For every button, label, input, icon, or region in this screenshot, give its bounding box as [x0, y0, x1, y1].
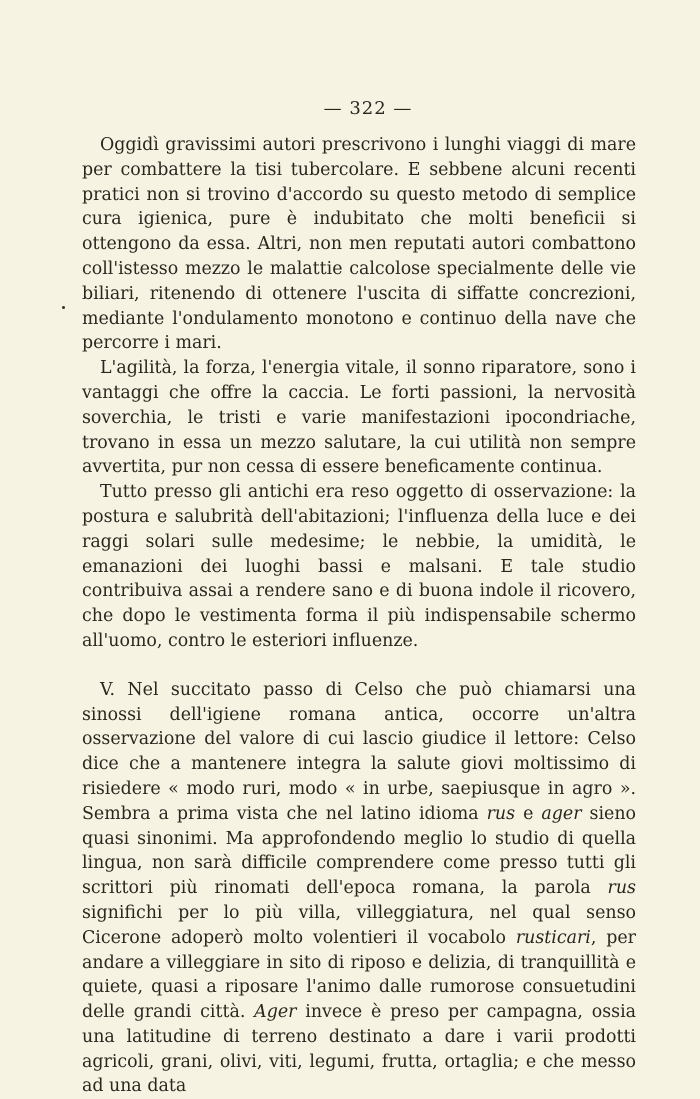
latin-word-rusticari: rusticari: [515, 927, 591, 948]
paragraph-text: e: [515, 803, 542, 824]
stray-ink-mark: [62, 306, 65, 309]
paragraph-text: significhi per lo più villa, villeggiatura, nel qual senso Cicerone adoperò molto volentieri il vocabolo: [82, 902, 636, 948]
paragraph-text: invece è preso per campagna, ossia una latitudine di terreno destinato a dare i varii prodotti agricoli, grani, olivi, viti, legumi, frutta, ortaglia; e che messo ad una data: [82, 1002, 636, 1097]
paragraph-text: V. Nel succitato passo di Celso che può chiamarsi una sinossi dell'igiene romana antica, occorre un'altra osservazione del valore di cui lascio giudice il lettore: Celso dice che a mantenere integra la salute giovi moltissimo di risiedere « modo ruri, modo « in urbe, saepiusque in agro ». Sembra a prima vista che nel latino idioma: [82, 679, 636, 824]
paragraph-text: sieno quasi sinonimi. Ma approfondendo meglio lo studio di quella lingua, non sarà difficile comprendere come presso tutti gli scrittori più rinomati dell'epoca romana, la parola: [82, 803, 636, 899]
paragraph-dwellings: [82, 480, 636, 654]
paragraph-sea-voyages: [82, 133, 636, 356]
page-number: — 322 —: [323, 98, 413, 119]
paragraph-text: , per andare a villeggiare in sito di riposo e delizia, di tranquillità e quiete, quasi a riposare l'animo dalle rumorose consuetudini delle grandi città.: [82, 927, 636, 1023]
latin-word-ager: Ager: [254, 1002, 297, 1023]
paragraph-text: Tutto presso gli antichi era reso oggetto di osservazione: la postura e salubrità dell'abitazioni; l'influenza della luce e dei raggi solari sulle medesime; le nebbie, la umidità, le emanazioni dei luoghi bassi e malsani. E tale studio contribuiva assai a rendere sano e di buona indole il ricovero, che dopo le vestimenta forma il più indispensabile schermo all'uomo, contro le esteriori influenze.: [82, 482, 636, 651]
latin-word-rus: rus: [486, 803, 516, 824]
paragraph-section-v: [82, 678, 636, 1099]
section-gap: [82, 654, 636, 678]
latin-word-ager: ager: [541, 803, 582, 824]
paragraph-text: Oggidì gravissimi autori prescrivono i lunghi viaggi di mare per combattere la tisi tubercolare. E sebbene alcuni recenti pratici non si trovino d'accordo su questo metodo di semplice cura igienica, pure è indubitato che molti beneficii si ottengono da essa. Altri, non men reputati autori combattono coll'istesso mezzo le malattie calcolose specialmente delle vie biliari, ritenendo di ottenere l'uscita di siffatte concrezioni, mediante l'ondulamento monotono e continuo della nave che percorre i mari.: [82, 135, 636, 354]
paragraph-text: L'agilità, la forza, l'energia vitale, il sonno riparatore, sono i vantaggi che offre la caccia. Le forti passioni, la nervosità soverchia, le tristi e varie manifestazioni ipocondriache, trovano in essa un mezzo salutare, la cui utilità non sempre avvertita, pur non cessa di essere beneficamente continua.: [82, 358, 636, 478]
paragraph-hunting: [82, 356, 636, 480]
latin-word-rus: rus: [607, 878, 636, 899]
